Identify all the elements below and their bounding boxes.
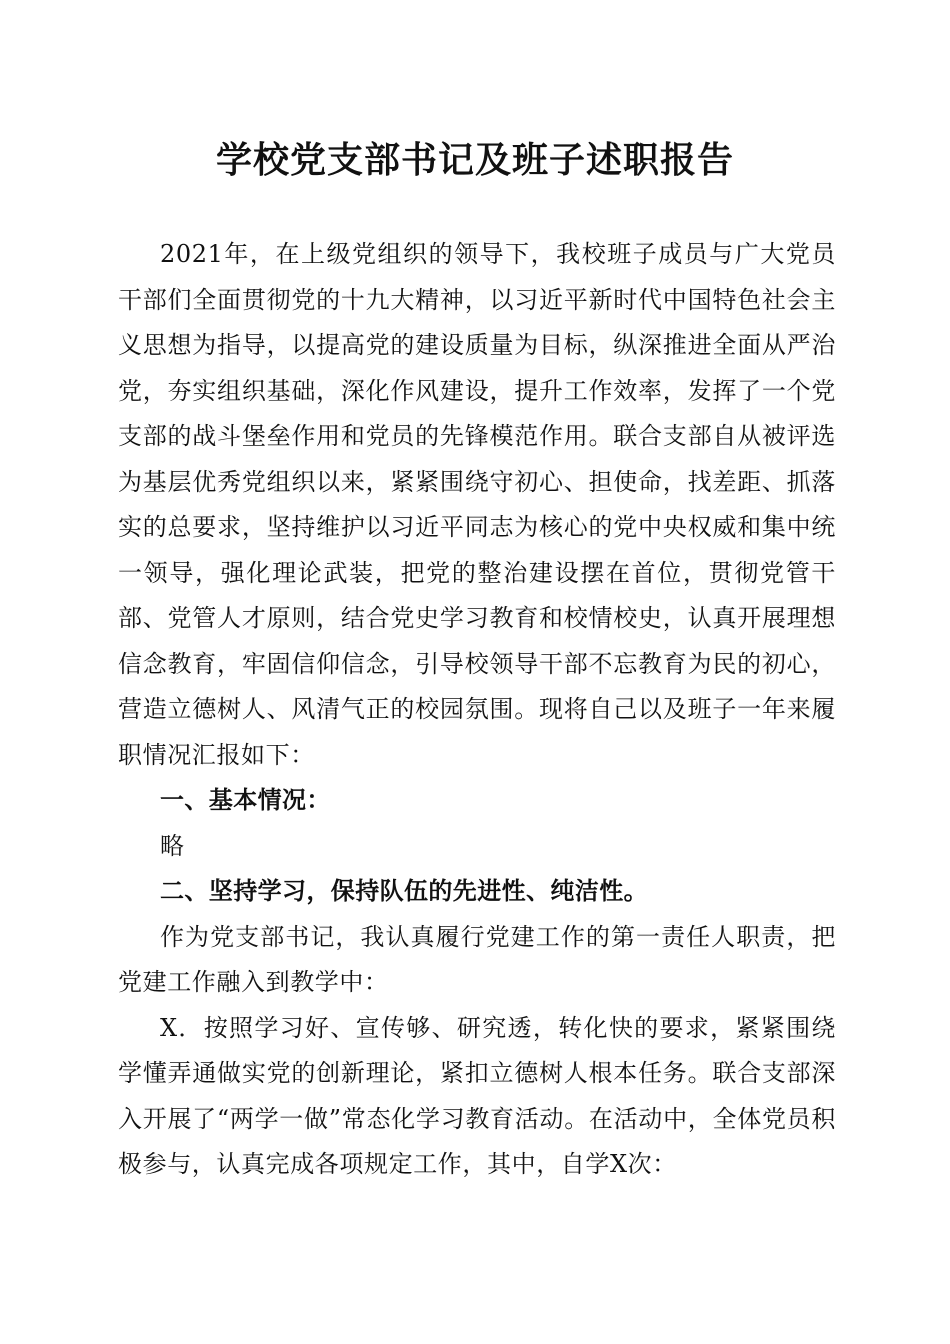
section-2-paragraph-1: 作为党支部书记，我认真履行党建工作的第一责任人职责，把党建工作融入到教学中： [118, 922, 836, 996]
section-2-paragraph-2: X．按照学习好、宣传够、研究透，转化快的要求，紧紧围绕学懂弄通做实党的创新理论，紧扣立德树人根本任务。联合支部深入开展了“两学一做”常态化学习教育活动。在活动中，全体党员积极参与，认真完成各项规定工作，其中，自学X次： [118, 1013, 836, 1178]
section-1-heading: 一、基本情况： [160, 786, 331, 814]
section-1-body: 略 [160, 831, 185, 860]
intro-paragraph: 2021年，在上级党组织的领导下，我校班子成员与广大党员干部们全面贯彻党的十九大精神，以习近平新时代中国特色社会主义思想为指导，以提高党的建设质量为目标，纵深推进全面从严治党，夯实组织基础，深化作风建设，提升工作效率，发挥了一个党支部的战斗堡垒作用和党员的先锋模范作用。联合支部自从被评选为基层优秀党组织以来，紧紧围绕守初心、担使命，找差距、抓落实的总要求，坚持维护以习近平同志为核心的党中央权威和集中统一领导，强化理论武装，把党的整治建设摆在首位，贯彻党管干部、党管人才原则，结合党史学习教育和校情校史，认真开展理想信念教育，牢固信仰信念，引导校领导干部不忘教育为民的初心，营造立德树人、风清气正的校园氛围。现将自己以及班子一年来履职情况汇报如下： [118, 240, 836, 769]
document-title: 学校党支部书记及班子述职报告 [215, 139, 734, 181]
section-2-heading: 二、坚持学习，保持队伍的先进性、纯洁性。 [160, 877, 648, 905]
document-body [118, 232, 836, 1188]
